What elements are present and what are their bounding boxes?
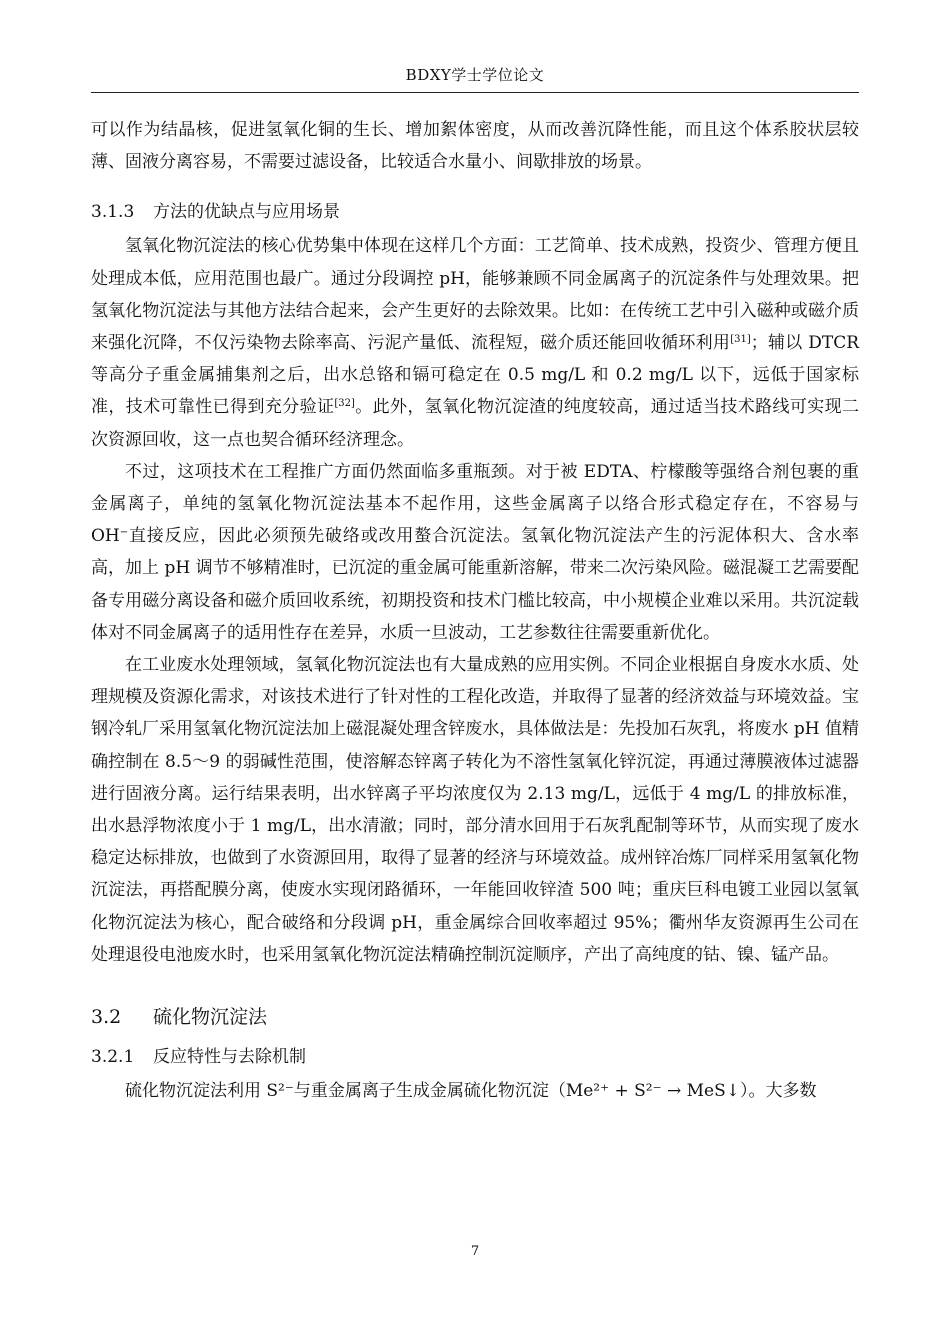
paragraph-advantages <box>91 230 859 455</box>
paragraph-text: 。此外，氢氧化物沉淀渣的纯度较高，通过适当技术路线可实现二次资源回收，这一点也契合循环经济理念。 <box>91 397 860 450</box>
paragraph-continuation: 可以作为结晶核，促进氢氧化铜的生长、增加絮体密度，从而改善沉降性能，而且这个体系胶状层较薄、固液分离容易，不需要过滤设备，比较适合水量小、间歇排放的场景。 <box>91 120 859 173</box>
section-heading-3-1-3 <box>91 196 859 228</box>
section-title: 方法的优缺点与应用场景 <box>153 202 340 223</box>
paragraph-text: 不过，这项技术在工程推广方面仍然面临多重瓶颈。对于被 EDTA、柠檬酸等强络合剂包裹的重金属离子，单纯的氢氧化物沉淀法基本不起作用，这些金属离子以络合形式稳定存在，不容易与 OH <box>91 461 859 547</box>
section-number: 3.1.3 <box>91 202 135 223</box>
section-heading-3-2-1 <box>91 1041 859 1073</box>
section-heading-3-2 <box>91 1001 859 1033</box>
citation-32[interactable]: [32] <box>334 398 355 410</box>
paragraph-applications: 在工业废水处理领域，氢氧化物沉淀法也有大量成熟的应用实例。不同企业根据自身废水水质、处理规模及资源化需求，对该技术进行了针对性的工程化改造，并取得了显著的经济效益与环境效益。宝钢冷轧厂采用氢氧化物沉淀法加上磁混凝处理含锌废水，具体做法是：先投加石灰乳，将废水 pH 值精确控制在 8.5～9 的弱碱性范围，使溶解态锌离子转化为不溶性氢氧化锌沉淀，再通过薄膜液体过滤器进行固液分离。运行结果表明，出水锌离子平均浓度仅为 2.13 mg/L，远低于 4 mg/L 的排放标准，出水悬浮物浓度小于 1 mg/L，出水清澈；同时，部分清水回用于石灰乳配制等环节，从而实现了废水稳定达标排放，也做到了水资源回用，取得了显著的经济与环境效益。成州锌冶炼厂同样采用氢氧化物沉淀法，再搭配膜分离，使废水实现闭路循环，一年能回收锌渣 500 吨；重庆巨科电镀工业园以氢氧化物沉淀法为核心，配合破络和分段调 pH，重金属综合回收率超过 95%；衢州华友资源再生公司在处理退役电池废水时，也采用氢氧化物沉淀法精确控制沉淀顺序，产出了高纯度的钴、镍、锰产品。 <box>91 655 859 965</box>
citation-31[interactable]: [31] <box>730 334 751 346</box>
section-title: 硫化物沉淀法 <box>153 1006 268 1029</box>
paragraph-sulfide-intro: 硫化物沉淀法利用 S²⁻与重金属离子生成金属硫化物沉淀（Me²⁺ + S²⁻ → MeS↓）。大多数 <box>125 1081 817 1102</box>
section-title: 反应特性与去除机制 <box>153 1047 306 1068</box>
header-rule <box>91 92 859 93</box>
paragraph-text: 氢氧化物沉淀法的核心优势集中体现在这样几个方面：工艺简单、技术成熟，投资少、管理方便且处理成本低，应用范围也最广。通过分段调控 pH，能够兼顾不同金属离子的沉淀条件与处理效果。把氢氧化物沉淀法与其他方法结合起来，会产生更好的去除效果。比如：在传统工艺中引入磁种或磁介质来强化沉降，不仅污染物去除率高、污泥产量低、流程短，磁介质还能回收循环利用 <box>91 236 859 354</box>
paragraph-text: ；辅以 DTCR 等高分子重金属捕集剂之后，出水总铬和镉可稳定在 0.5 mg/L 和 0.2 mg/L 以下，远低于国家标准，技术可靠性已得到充分验证 <box>91 333 859 418</box>
section-number: 3.2 <box>91 1006 122 1029</box>
paragraph-limitations <box>91 456 859 649</box>
running-header: BDXY学士学位论文 <box>405 66 545 84</box>
section-number: 3.2.1 <box>91 1047 135 1068</box>
body-text <box>91 114 859 1107</box>
paragraph-text: 直接反应，因此必须预先破络或改用螯合沉淀法。氢氧化物沉淀法产生的污泥体积大、含水率高，加上 pH 调节不够精准时，已沉淀的重金属可能重新溶解，带来二次污染风险。磁混凝工艺需要配备专用磁分离设备和磁介质回收系统，初期投资和技术门槛比较高，中小规模企业难以采用。共沉淀载体对不同金属离子的适用性存在差异，水质一旦波动，工艺参数往往需要重新优化。 <box>91 526 859 643</box>
page-number: 7 <box>470 1244 480 1259</box>
superscript-minus: − <box>119 527 129 539</box>
